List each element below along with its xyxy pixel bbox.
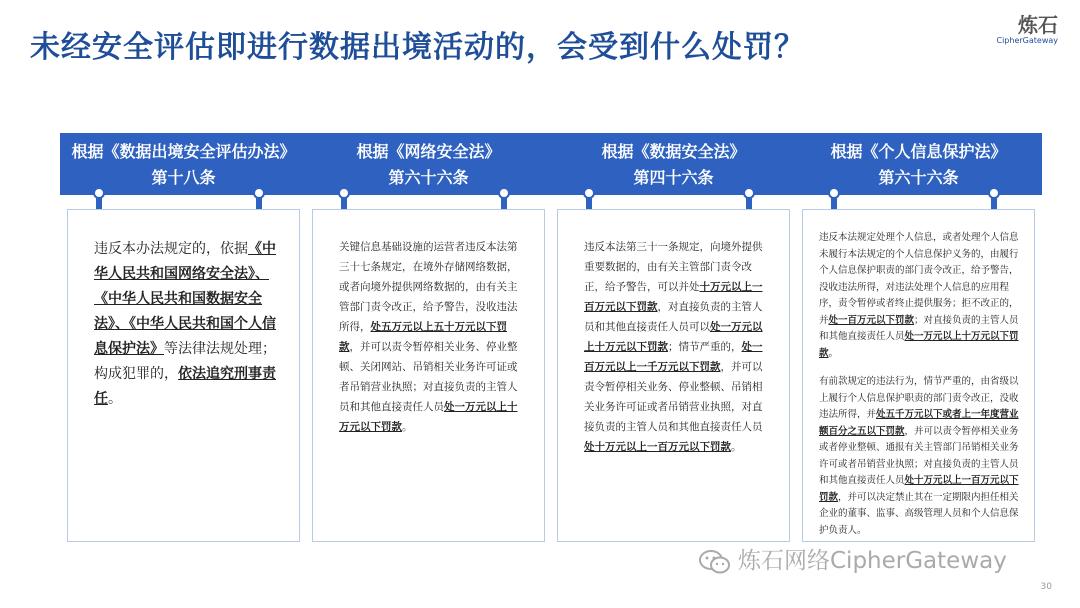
column-header-line1: 根据《数据出境安全评估办法》 <box>71 142 296 161</box>
text-segment: 违反本法第三十一条规定，向境外提供重要数据的，由有关主管部门责令改正，给予警告，可以并处 <box>584 241 763 293</box>
page-title: 未经安全评估即进行数据出境活动的，会受到什么处罚？ <box>30 30 805 65</box>
highlight-segment: 《中华人民共和国网络安全法》、《中华人民共和国数据安全法》、《中华人民共和国个人信息保护法》 <box>94 241 276 357</box>
text-segment: 。 <box>731 441 742 453</box>
highlight-segment: 处十万元以上一百万元以下罚款 <box>819 475 1019 503</box>
text-segment: ，并可以责令暂停相关业务、停业整顿、关闭网站、吊销相关业务许可证或者吊销营业执照；对直接负责的主管人员和其他直接责任人员 <box>339 341 518 413</box>
highlight-segment: 处一万元以上十万元以下罚款 <box>584 321 763 353</box>
text-segment: ，对直接负责的主管人员和其他直接责任人员可以 <box>584 301 763 333</box>
article-text-box <box>802 209 1035 542</box>
text-segment: 等法律法规处理；构成犯罪的， <box>94 341 276 382</box>
article-text <box>584 237 771 457</box>
law-column-3 <box>550 133 797 453</box>
text-segment: 有前款规定的违法行为，情节严重的，由省级以上履行个人信息保护职责的部门责令改正，没收违法所得，并 <box>819 376 1019 420</box>
article-text <box>94 237 281 412</box>
wechat-icon <box>698 548 732 576</box>
watermark <box>698 542 1007 576</box>
column-header-line1: 根据《网络安全法》 <box>356 142 501 161</box>
column-header <box>795 133 1042 195</box>
column-header-line1: 根据《个人信息保护法》 <box>830 142 1007 161</box>
law-column-2 <box>305 133 552 433</box>
text-segment: ，并可以决定禁止其在一定期限内担任相关企业的董事、监事、高级管理人员和个人信息保护负责人。 <box>819 491 1019 536</box>
logo <box>996 14 1058 46</box>
column-header-line2: 第六十六条 <box>878 168 959 187</box>
highlight-segment: 十万元以上一百万元以下罚款 <box>584 281 763 313</box>
highlight-segment: 处五万元以上五十万元以下罚款 <box>339 321 507 353</box>
column-header-line1: 根据《数据安全法》 <box>601 142 746 161</box>
text-segment: ；对直接负责的主管人员和其他直接责任人员 <box>819 314 1019 342</box>
article-text-box <box>67 209 300 542</box>
text-segment: 。 <box>402 421 413 433</box>
text-segment: ，并可以责令暂停相关业务或者停业整顿、通报有关主管部门吊销相关业务许可或者吊销营业执照；对直接负责的主管人员和其他直接责任人员 <box>819 425 1019 486</box>
highlight-segment: 处一万元以上十万元以下罚款 <box>339 401 518 433</box>
text-segment: ；情节严重的， <box>668 341 742 353</box>
logo-subtitle: CipherGateway <box>996 36 1058 45</box>
highlight-segment: 处一百万元以上一千万元以下罚款 <box>584 341 763 373</box>
text-segment: 违反本法规定处理个人信息，或者处理个人信息未履行本法规定的个人信息保护义务的，由履行个人信息保护职责的部门责令改正，给予警告，没收违法所得，对违法处理个人信息的应用程序，责令暂停或者终止提供服务；拒不改正的，并 <box>819 232 1019 326</box>
text-segment: 。 <box>108 391 122 407</box>
column-header <box>305 133 552 195</box>
page-number: 30 <box>1040 582 1052 592</box>
column-header-line2: 第四十六条 <box>633 168 714 187</box>
highlight-segment: 处一百万元以下罚款 <box>828 314 915 326</box>
logo-mark: 炼石 <box>1018 13 1058 37</box>
highlight-segment: 处一万元以上十万元以下罚款 <box>819 331 1019 359</box>
article-text-box <box>557 209 790 542</box>
column-header-line2: 第六十六条 <box>388 168 469 187</box>
highlight-segment: 处五千万元以下或者上一年度营业额百分之五以下罚款 <box>819 409 1019 437</box>
article-text <box>339 237 526 437</box>
law-column-1 <box>60 133 307 407</box>
text-segment: 关键信息基础设施的运营者违反本法第三十七条规定，在境外存储网络数据，或者向境外提供网络数据的，由有关主管部门责令改正，给予警告，没收违法所得， <box>339 241 518 333</box>
article-text-box <box>312 209 545 542</box>
text-segment: ，并可以责令暂停相关业务、停业整顿、吊销相关业务许可证或者吊销营业执照，对直接负责的主管人员和其他直接责任人员 <box>584 361 763 433</box>
column-header <box>60 133 307 195</box>
column-header-line2: 第十八条 <box>151 168 216 187</box>
column-header <box>550 133 797 195</box>
watermark-text: 炼石网络CipherGateway <box>738 548 1007 574</box>
text-segment: 。 <box>828 347 839 359</box>
highlight-segment: 依法追究刑事责任 <box>94 366 276 407</box>
paragraph-2 <box>819 374 1020 539</box>
article-text <box>819 230 1020 539</box>
text-segment: 违反本办法规定的，依据 <box>94 241 248 257</box>
law-column-4 <box>795 133 1042 536</box>
highlight-segment: 处十万元以上一百万元以下罚款 <box>584 441 731 453</box>
